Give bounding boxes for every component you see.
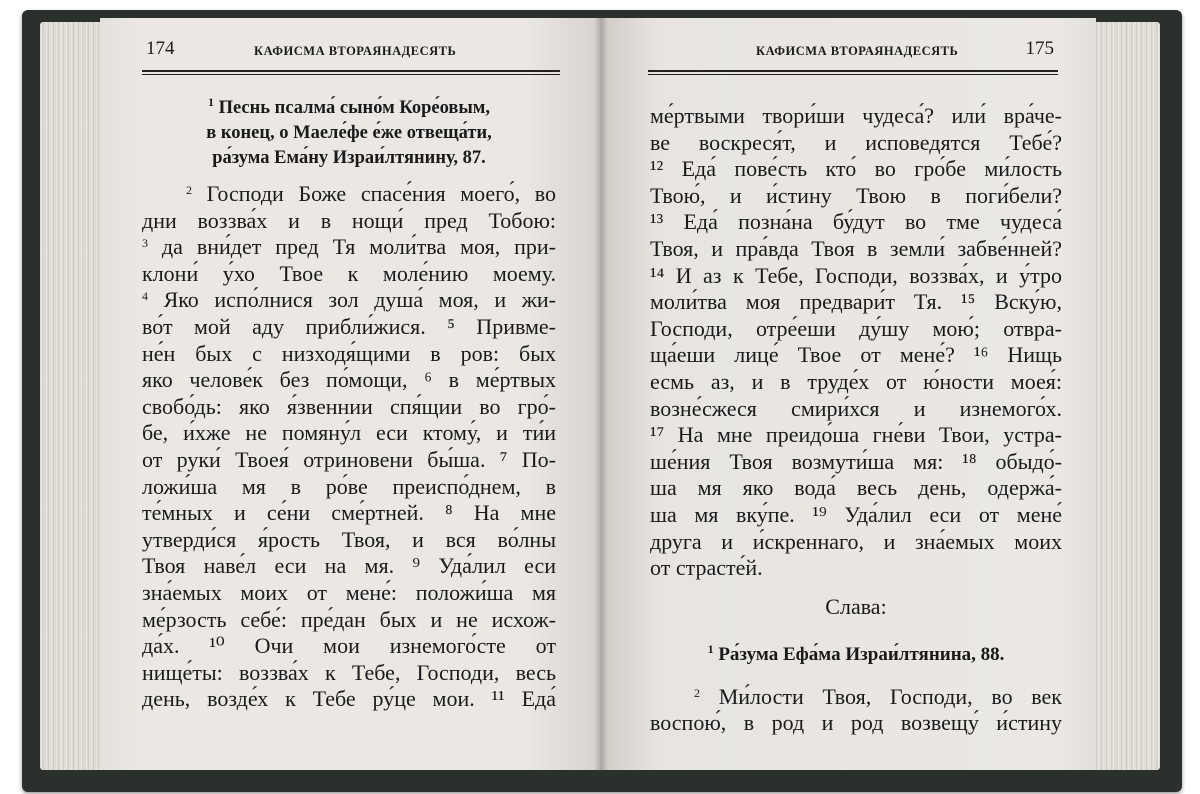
- left-page-header: [142, 34, 560, 64]
- verse-number: 2: [186, 183, 192, 197]
- text-line: ¹³ Еда́ позна́на бу́дут во тме чудеса́: [650, 209, 1062, 235]
- text-line: воспою́, в род и род возвещу́ и́стину: [650, 710, 1062, 736]
- text-line: свобо́дь: яко я́звеннии спя́щии во гро́-: [142, 393, 556, 419]
- left-page-number: 174: [146, 38, 175, 59]
- verse-number: 1: [707, 641, 714, 656]
- text-line: да́х. ¹⁰ Очи мои изнемого́сте от: [142, 633, 556, 659]
- text-line: ща́еши лице́ Твое от мене́? ¹⁶ Нищь: [650, 342, 1062, 368]
- text-line: [142, 234, 556, 261]
- text-line-content: Яко испо́лнися зол душа́ моя, и жи-: [148, 287, 556, 313]
- text-line: день, возде́х к Тебе ру́це мои. ¹¹ Еда́: [142, 686, 556, 712]
- header-rule-thin: [648, 74, 1058, 75]
- text-line: клони́ у́хо Твое к моле́нию моему.: [142, 260, 556, 286]
- text-line-content: Господи Боже спасе́ния моего́, во: [192, 181, 556, 206]
- heading-line: [142, 96, 556, 121]
- verse-number: 2: [694, 685, 700, 700]
- text-line: ¹⁴ И аз к Тебе, Господи, воззва́х, и у́тро: [650, 262, 1062, 288]
- text-line: Твоя наве́л еси на мя. ⁹ Уда́лил еси: [142, 553, 556, 579]
- right-page-header: [648, 34, 1058, 64]
- text-line: от страсте́й.: [650, 555, 763, 581]
- text-line: ¹⁷ На мне преидо́ша гне́ви Твои, устра-: [650, 422, 1062, 448]
- psalm-88-heading: [650, 642, 1062, 668]
- text-line: Твою́, и и́стину Твою в поги́бели?: [650, 182, 1062, 208]
- right-page-text: [650, 103, 1062, 737]
- psalm-88-heading-text: Ра́зума Ефа́ма Израи́лтянина, 88.: [718, 643, 1005, 665]
- text-line: от руки́ Твоея́ отриновени бы́ша. ⁷ По-: [142, 446, 556, 472]
- psalm-87-heading: [142, 96, 556, 171]
- book-gutter: [594, 18, 608, 770]
- text-line: Твоя, и пра́вда Твоя в земли́ забве́нней?: [650, 235, 1062, 261]
- text-line: есмь аз, и в труде́х от ю́ности моея́:: [650, 368, 1062, 394]
- text-line: моли́тва моя предвари́т Тя. ¹⁵ Вску́ю,: [650, 289, 1062, 315]
- verse-number: 3: [142, 236, 148, 251]
- verse-number: 1: [207, 95, 214, 109]
- psalm-87-continuation: [650, 103, 1062, 582]
- text-line: те́мных и се́ни сме́ртней. ⁸ На мне: [142, 500, 556, 526]
- heading-line: в конец, о Маеле́фе е́же отвеща́ти,: [206, 123, 492, 143]
- text-line: не́н бых с низходя́щими в ров: бых: [142, 340, 556, 366]
- left-page-text: [142, 96, 556, 713]
- text-line: бе, и́хже не помяну́л еси ктому́, и ти́и: [142, 420, 556, 446]
- right-page-number: 175: [1025, 38, 1054, 59]
- header-rule-thin: [142, 74, 560, 75]
- text-line: ве воскреся́т, и исповедятся Тебе́?: [650, 129, 1062, 155]
- text-line: друга и и́скреннаго, и зна́емых моих: [650, 528, 1062, 554]
- header-rule: [142, 70, 560, 72]
- text-line: нище́ты: воззва́х к Тебе, Господи, весь: [142, 659, 556, 685]
- text-line: дни воззва́х и в нощи́ пред Тобою:: [142, 207, 556, 233]
- psalm-87-text: [142, 181, 556, 713]
- psalm-88-text: [650, 684, 1062, 737]
- text-line: ша мя яко вода́ весь день, одержа́-: [650, 475, 1062, 501]
- text-line: зна́емых моих от мене́: положи́ша мя: [142, 579, 556, 605]
- header-rule: [648, 70, 1058, 72]
- text-line: ¹² Еда́ пове́сть кто́ во гро́бе ми́лость: [650, 156, 1062, 182]
- text-line-content: да вни́дет пред Тя моли́тва моя, при-: [148, 234, 556, 260]
- text-line: утверди́ся я́рость Твоя, и вся во́лны: [142, 526, 556, 552]
- heading-line-text: Песнь псалма́ сыно́м Коре́овым,: [218, 98, 491, 118]
- text-line: во́т мой аду прибли́жися. ⁵ Привме-: [142, 313, 556, 339]
- text-line: возне́сжеся смири́хся и изнемого́х.: [650, 395, 1062, 421]
- text-line: [142, 287, 556, 314]
- verse-number: 4: [142, 289, 148, 304]
- text-line: ше́ния Твоя возмути́ша мя: ¹⁸ обыдо́-: [650, 448, 1062, 474]
- text-line: ме́ртвыми твори́ши чудеса́? или́ вра́че-: [650, 103, 1062, 128]
- text-line: яко челове́к без по́мощи, ⁶ в ме́ртвых: [142, 367, 556, 393]
- left-running-title: КАФИСМА ВТОРАЯНАДЕСЯТЬ: [254, 44, 457, 58]
- text-line: ша мя вку́пе. ¹⁹ Уда́лил еси от мене́: [650, 501, 1062, 527]
- text-line: Господи, отре́еши ду́шу мою́; отвра-: [650, 315, 1062, 341]
- text-line: [142, 181, 556, 208]
- heading-line: ра́зума Ема́ну Израи́лтянину, 87.: [212, 148, 486, 168]
- page-edges-left: [40, 22, 106, 770]
- slava-label: Слава:: [825, 593, 887, 619]
- page-edges-right: [1090, 22, 1160, 770]
- text-line-content: Ми́лости Твоя, Господи, во век: [700, 683, 1062, 709]
- text-line: [650, 684, 1062, 711]
- right-running-title: КАФИСМА ВТОРАЯНАДЕСЯТЬ: [756, 44, 959, 58]
- text-line: ме́рзость себе́: пре́дан бых и не исхож-: [142, 606, 556, 632]
- text-line: ложи́ша мя в ро́ве преиспо́днем, в: [142, 473, 556, 499]
